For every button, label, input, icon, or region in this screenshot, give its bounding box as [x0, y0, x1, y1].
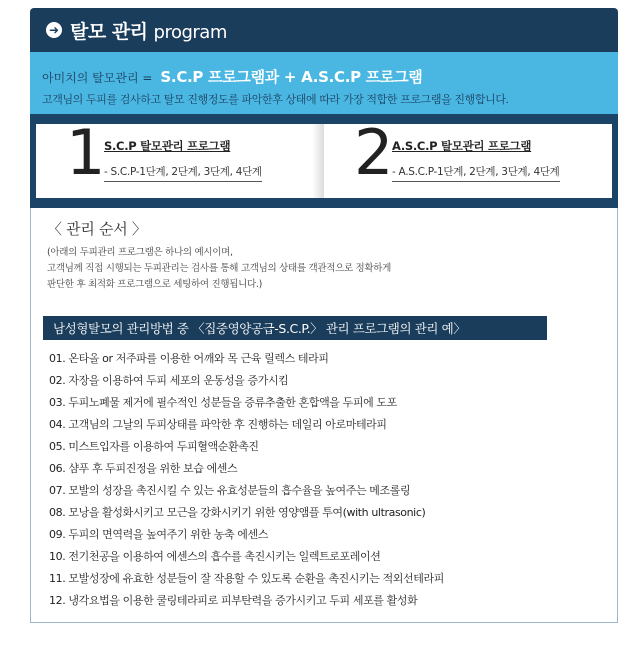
program-number: 1 — [66, 124, 106, 189]
order-title: 〈 관리 순서 〉 — [47, 220, 147, 238]
intro-headline — [42, 66, 618, 87]
program-panel — [30, 8, 618, 623]
right-arrow-circle-icon: ➜ — [46, 22, 62, 38]
step-item: 12. 냉각요법을 이용한 쿨링테라피로 피부탄력을 증가시키고 두피 세포를 활성화 — [49, 594, 418, 607]
step-item: 02. 자장을 이용하여 두피 세포의 운동성을 증가시킴 — [49, 374, 289, 387]
step-item: 03. 두피노폐물 제거에 필수적인 성분들을 증류추출한 혼합액을 두피에 도포 — [49, 396, 397, 409]
section-title-ko: 탈모 관리 — [70, 20, 148, 43]
program-text — [104, 138, 262, 182]
step-item: 09. 두피의 면역력을 높여주기 위한 농축 에센스 — [49, 528, 268, 541]
order-description — [47, 245, 391, 293]
step-item: 07. 모발의 성장을 촉진시킬 수 있는 유효성분들의 흡수율을 높여주는 메조롤링 — [49, 484, 411, 497]
step-item: 10. 전기천공을 이용하여 에센스의 흡수를 촉진시키는 일렉트로포레이션 — [49, 550, 381, 563]
program-title[interactable]: A.S.C.P 탈모관리 프로그램 — [392, 139, 532, 153]
step-item: 08. 모낭을 활성화시키고 모근을 강화시키기 위한 영양앰플 투여(with ultrasonic) — [49, 506, 426, 519]
step-item: 04. 고객님의 그날의 두피상태를 파악한 후 진행하는 데일리 아로마테라피 — [49, 418, 387, 431]
step-item: 05. 미스트입자를 이용하여 두피혈액순환촉진 — [49, 440, 259, 453]
step-item: 11. 모발성장에 유효한 성분들이 잘 작용할 수 있도록 순환을 촉진시키는 적외선테라피 — [49, 572, 444, 585]
program-band — [30, 114, 618, 208]
program-card-ascp — [324, 124, 612, 198]
intro-prefix: 아미치의 탈모관리 = — [42, 71, 153, 85]
order-box — [30, 208, 618, 623]
program-card-scp — [36, 124, 324, 198]
method-title-bar: 남성형탈모의 관리방법 중 〈집중영양공급-S.C.P.〉 관리 프로그램의 관리 예〉 — [43, 316, 547, 340]
step-item: 06. 샴푸 후 두피진정을 위한 보습 에센스 — [49, 462, 238, 475]
program-subtitle: - S.C.P-1단계, 2단계, 3단계, 4단계 — [104, 164, 262, 182]
step-list — [49, 348, 444, 612]
program-text — [392, 138, 560, 182]
intro-highlight: S.C.P 프로그램과 + A.S.C.P 프로그램 — [160, 68, 423, 86]
program-number: 2 — [354, 124, 394, 189]
program-title[interactable]: S.C.P 탈모관리 프로그램 — [104, 139, 231, 153]
card-divider — [312, 124, 324, 198]
section-title — [70, 17, 227, 44]
section-title-en: program — [153, 21, 227, 43]
intro-box — [30, 52, 618, 114]
order-desc-line: (아래의 두피관리 프로그램은 하나의 예시이며, — [47, 247, 233, 258]
section-header — [30, 8, 618, 52]
program-cards — [36, 124, 618, 198]
intro-description: 고객님의 두피를 검사하고 탈모 진행정도를 파악한후 상태에 따라 가장 적합한 프로그램을 진행합니다. — [42, 93, 509, 106]
order-desc-line: 판단한 후 최적화 프로그램으로 세팅하여 진행됩니다.) — [47, 279, 263, 290]
program-subtitle: - A.S.C.P-1단계, 2단계, 3단계, 4단계 — [392, 164, 560, 182]
step-item: 01. 온타올 or 저주파를 이용한 어깨와 목 근육 릴렉스 테라피 — [49, 352, 329, 365]
order-desc-line: 고객님께 직접 시행되는 두피관리는 검사를 통해 고객님의 상태를 객관적으로 정확하게 — [47, 263, 392, 274]
